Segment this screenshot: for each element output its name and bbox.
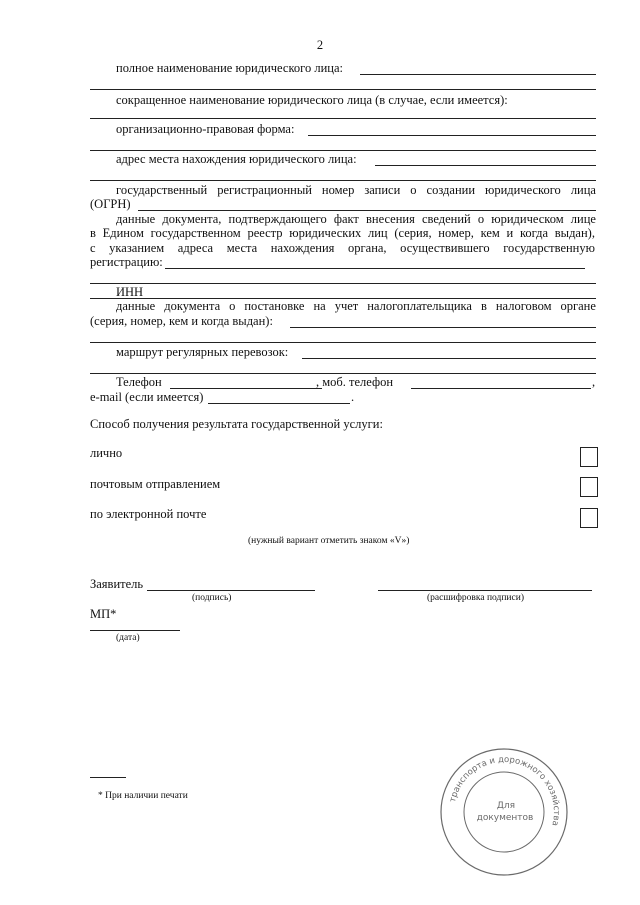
- justified-word: документа: [164, 299, 221, 313]
- field-phone-line[interactable]: [170, 388, 322, 389]
- justified-word: реестр: [247, 226, 283, 240]
- justified-word: внесения: [366, 212, 415, 226]
- field-legal-form-line[interactable]: [308, 135, 596, 136]
- justified-word: налогоплательщика: [367, 299, 472, 313]
- decipher-caption: (расшифровка подписи): [427, 593, 524, 603]
- decipher-line[interactable]: [378, 590, 592, 591]
- page-number: 2: [316, 38, 324, 52]
- stamp-inner-ring: [464, 772, 544, 852]
- footnote-divider: [90, 777, 126, 778]
- justified-word: адреса: [177, 241, 214, 255]
- justified-word: Едином: [102, 226, 144, 240]
- field-ogrn-label-2: (ОГРН): [90, 197, 131, 211]
- field-ogrn-label: [116, 183, 596, 197]
- field-short-name-label: сокращенное наименование юридического лица (в случае, если имеется):: [116, 93, 508, 107]
- justified-word: нахождения: [270, 241, 335, 255]
- field-email-line[interactable]: [208, 403, 350, 404]
- field-ogrn-line[interactable]: [138, 210, 596, 211]
- justified-word: органа,: [348, 241, 387, 255]
- field-egrul-label-2: [90, 226, 595, 240]
- applicant-label: Заявитель: [90, 577, 144, 591]
- field-egrul-line-2[interactable]: [90, 283, 596, 284]
- field-mobile-label: , моб. телефон: [316, 375, 394, 389]
- justified-word: в: [90, 226, 96, 240]
- justified-word: государственном: [150, 226, 241, 240]
- justified-word: номер: [321, 183, 355, 197]
- justified-word: о: [477, 212, 485, 226]
- justified-word: данные: [116, 212, 156, 226]
- justified-word: выдан),: [554, 226, 595, 240]
- justified-word: документа,: [162, 212, 222, 226]
- field-mobile-line[interactable]: [411, 388, 591, 389]
- field-mobile-comma: ,: [592, 375, 596, 389]
- justified-word: кем: [480, 226, 500, 240]
- date-caption: (дата): [116, 633, 140, 643]
- field-inn-label: ИНН: [116, 285, 144, 299]
- stamp-center-line1: Для: [496, 801, 516, 811]
- field-full-name-line-2[interactable]: [90, 89, 596, 90]
- field-route-label: маршрут регулярных перевозок:: [116, 345, 289, 359]
- field-address-line-2[interactable]: [90, 180, 596, 181]
- field-egrul-label-4: регистрацию:: [90, 255, 163, 269]
- field-legal-form-label: организационно-правовая форма:: [116, 122, 295, 136]
- field-tax-line[interactable]: [290, 327, 596, 328]
- mp-label: МП*: [90, 607, 117, 621]
- justified-word: учет: [334, 299, 359, 313]
- field-email-period: .: [351, 390, 355, 404]
- justified-word: органе: [560, 299, 596, 313]
- delivery-option-checkbox[interactable]: [580, 477, 598, 497]
- delivery-option-checkbox[interactable]: [580, 508, 598, 528]
- justified-word: лиц: [368, 226, 388, 240]
- delivery-option-label: лично: [90, 446, 123, 460]
- delivery-option-checkbox[interactable]: [580, 447, 598, 467]
- field-egrul-label-3: [90, 241, 595, 255]
- stamp-outer-ring: [441, 749, 567, 875]
- justified-word: государственную: [503, 241, 595, 255]
- date-line[interactable]: [90, 630, 180, 631]
- justified-word: юридическом: [491, 212, 564, 226]
- justified-word: данные: [116, 299, 156, 313]
- field-short-name-line[interactable]: [90, 118, 596, 119]
- justified-word: указанием: [109, 241, 165, 255]
- justified-word: государственный: [116, 183, 208, 197]
- justified-word: и: [506, 226, 514, 240]
- field-route-line[interactable]: [302, 358, 596, 359]
- footnote-text: * При наличии печати: [98, 791, 188, 801]
- justified-word: номер,: [438, 226, 474, 240]
- field-egrul-line[interactable]: [165, 268, 585, 269]
- stamp-center-line2: документов: [476, 813, 534, 823]
- justified-word: постановке: [244, 299, 305, 313]
- justified-word: места: [226, 241, 258, 255]
- justified-word: налоговом: [495, 299, 552, 313]
- justified-word: юридических: [289, 226, 362, 240]
- justified-word: в: [480, 299, 487, 313]
- justified-word: подтверждающего: [228, 212, 327, 226]
- field-phone-label: Телефон: [116, 375, 162, 389]
- field-tax-label-2: (серия, номер, кем и когда выдан):: [90, 314, 273, 328]
- justified-word: о: [229, 299, 236, 313]
- field-address-label: адрес места нахождения юридического лица:: [116, 152, 357, 166]
- justified-word: юридического: [485, 183, 561, 197]
- justified-word: когда: [519, 226, 549, 240]
- stamp-seal: [438, 746, 570, 878]
- delivery-option-label: почтовым отправлением: [90, 477, 221, 491]
- justified-word: (серия,: [394, 226, 432, 240]
- delivery-option-label: по электронной почте: [90, 507, 207, 521]
- justified-word: регистрационный: [217, 183, 312, 197]
- field-tax-line-2[interactable]: [90, 342, 596, 343]
- field-full-name-line[interactable]: [360, 74, 596, 75]
- field-egrul-label: [116, 212, 596, 226]
- delivery-title: Способ получения результата государственной услуги:: [90, 417, 383, 431]
- field-legal-form-line-2[interactable]: [90, 150, 596, 151]
- justified-word: с: [90, 241, 96, 255]
- field-address-line[interactable]: [375, 165, 596, 166]
- signature-caption: (подпись): [192, 593, 232, 603]
- justified-word: лица: [570, 183, 596, 197]
- signature-line[interactable]: [147, 590, 315, 591]
- justified-word: создании: [426, 183, 476, 197]
- field-route-line-2[interactable]: [90, 373, 596, 374]
- delivery-hint: (нужный вариант отметить знаком «V»): [248, 536, 410, 546]
- justified-word: осуществившего: [400, 241, 490, 255]
- justified-word: о: [410, 183, 417, 197]
- justified-word: сведений: [421, 212, 471, 226]
- justified-word: факт: [333, 212, 359, 226]
- field-email-label: e-mail (если имеется): [90, 390, 204, 404]
- justified-word: лице: [570, 212, 596, 226]
- stamp-ring-text: транспорта и дорожного хозяйства: [448, 754, 562, 827]
- field-full-name-label: полное наименование юридического лица:: [116, 61, 343, 75]
- field-tax-label: [116, 299, 596, 313]
- justified-word: на: [313, 299, 326, 313]
- justified-word: записи: [364, 183, 401, 197]
